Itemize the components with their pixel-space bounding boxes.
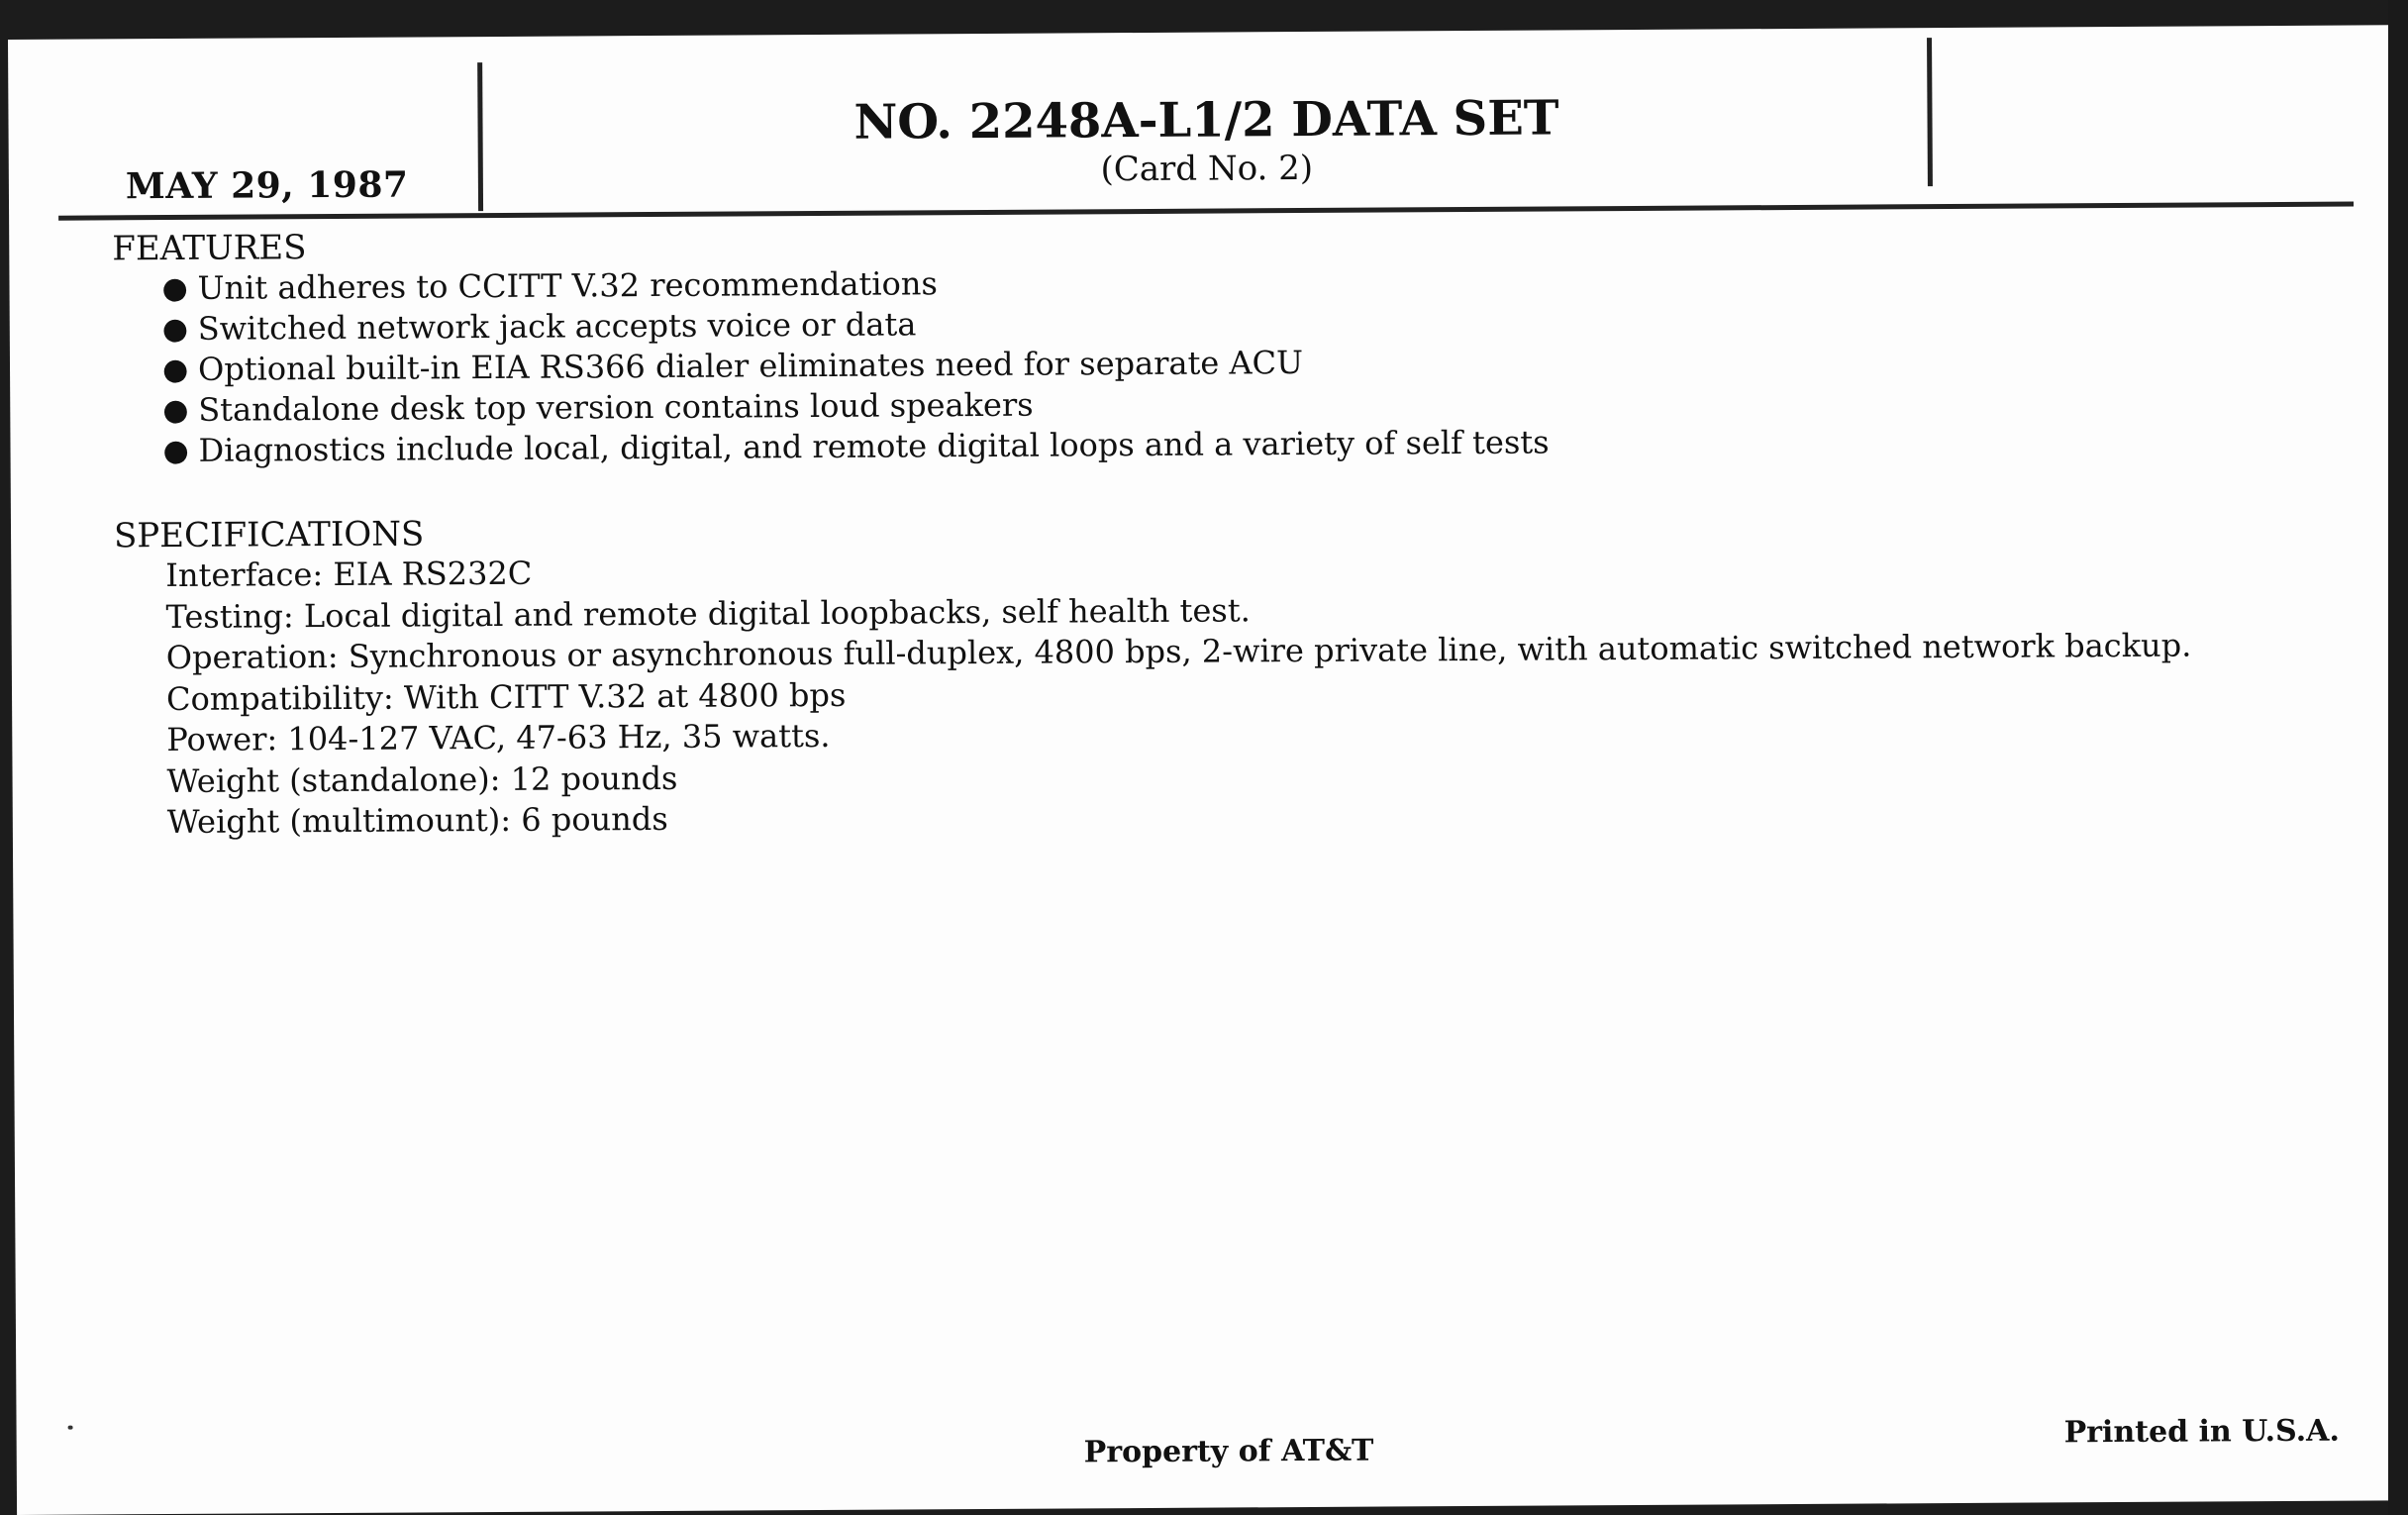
spec-testing: Testing: Local digital and remote digital loopbacks, self health test. — [165, 590, 1251, 636]
property-notice: Property of AT&T — [1083, 1433, 1374, 1470]
feature-text: Optional built-in EIA RS366 dialer eliminates need for separate ACU — [197, 344, 1304, 388]
bullet-icon: ● — [161, 311, 189, 348]
data-set-card — [8, 25, 2405, 1515]
scan-speck — [68, 1426, 73, 1430]
bullet-icon: ● — [162, 433, 189, 469]
spec-power: Power: 104-127 VAC, 47-63 Hz, 35 watts. — [166, 716, 831, 759]
card-date: MAY 29, 1987 — [125, 163, 409, 208]
bullet-icon: ● — [161, 270, 188, 307]
scan-edge — [2388, 0, 2408, 1515]
specifications-list — [165, 544, 2192, 844]
spec-weight-standalone: Weight (standalone): 12 pounds — [166, 758, 678, 800]
feature-text: Standalone desk top version contains loud speakers — [198, 385, 1034, 429]
feature-item — [162, 422, 1549, 471]
feature-text: Unit adheres to CCITT V.32 recommendations — [197, 264, 938, 307]
feature-text: Diagnostics include local, digital, and remote digital loops and a variety of self tests — [198, 423, 1550, 469]
features-heading: FEATURES — [112, 228, 307, 269]
specifications-heading: SPECIFICATIONS — [113, 514, 425, 556]
card-subtitle: (Card No. 2) — [1100, 148, 1314, 190]
spec-compatibility: Compatibility: With CITT V.32 at 4800 bps — [165, 675, 847, 718]
bullet-icon: ● — [161, 352, 189, 388]
card-title: NO. 2248A-L1/2 DATA SET — [853, 90, 1559, 151]
features-list — [161, 260, 1549, 472]
header-divider-left — [477, 62, 483, 211]
title-block — [483, 87, 1930, 193]
spec-operation: Operation: Synchronous or asynchronous full-duplex, 4800 bps, 2-wire private line, with automatic switched network backup. — [165, 626, 2192, 677]
spec-weight-multimount: Weight (multimount): 6 pounds — [166, 799, 668, 842]
printed-notice: Printed in U.S.A. — [2063, 1413, 2340, 1451]
feature-text: Switched network jack accepts voice or data — [197, 305, 917, 348]
bullet-icon: ● — [162, 392, 189, 429]
spec-interface: Interface: EIA RS232C — [165, 554, 533, 595]
